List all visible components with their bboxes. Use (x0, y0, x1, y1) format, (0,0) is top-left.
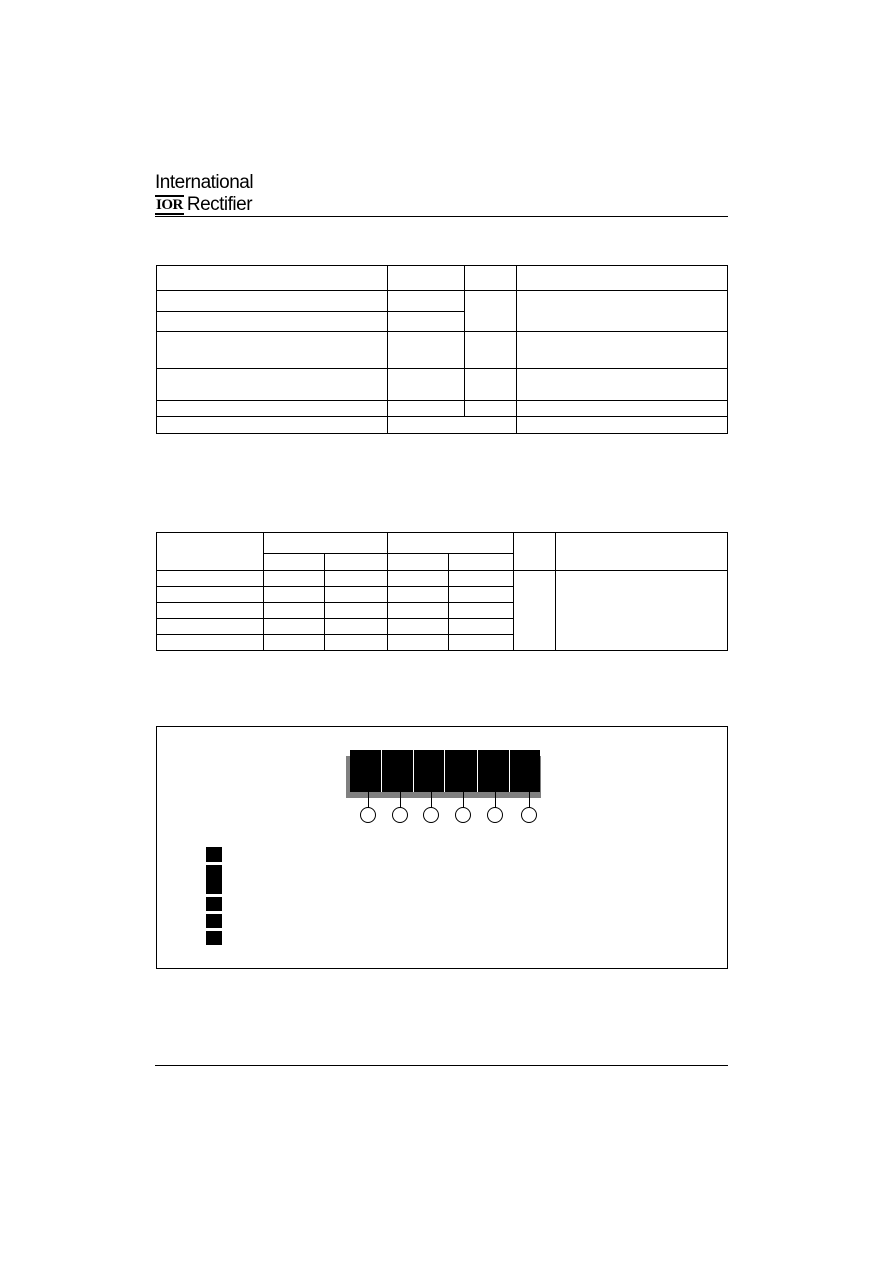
table-cell (325, 619, 388, 635)
callout-connector (368, 792, 369, 808)
header-rule (155, 216, 728, 217)
table-row (157, 369, 728, 401)
part-field-2 (382, 750, 414, 792)
ratings-table (156, 265, 728, 434)
table-cell (449, 587, 514, 603)
table-cell (157, 635, 264, 651)
callout-circle-3 (423, 807, 439, 823)
table-cell (157, 603, 264, 619)
table-row (157, 533, 728, 554)
table-cell (157, 619, 264, 635)
legend-marker-3 (206, 897, 222, 911)
specs-table (156, 532, 728, 651)
legend-marker-1 (206, 847, 222, 862)
logo-international-text: International (155, 172, 254, 193)
table-cell (388, 369, 465, 401)
table-cell (517, 291, 728, 332)
part-field-3 (414, 750, 445, 792)
table-cell (465, 291, 517, 332)
legend-marker-2 (206, 865, 222, 894)
table-cell (388, 417, 517, 434)
table-cell (388, 401, 465, 417)
table-cell (517, 417, 728, 434)
table-cell (157, 266, 388, 291)
table-cell (157, 401, 388, 417)
table-cell (517, 332, 728, 369)
table-cell (264, 533, 388, 554)
part-number-strip (350, 750, 545, 794)
legend-marker-5 (206, 931, 222, 945)
table-cell (157, 417, 388, 434)
table-cell (264, 571, 325, 587)
part-field-6 (510, 750, 540, 792)
table-cell (388, 554, 449, 571)
table-cell (449, 603, 514, 619)
table-cell (465, 401, 517, 417)
table-cell (325, 554, 388, 571)
table-cell (157, 571, 264, 587)
callout-connector (495, 792, 496, 808)
table-cell (449, 554, 514, 571)
table-row (157, 291, 728, 312)
table-cell (157, 312, 388, 332)
table-cell (325, 587, 388, 603)
table-cell (517, 401, 728, 417)
table-row (157, 417, 728, 434)
table-cell (465, 266, 517, 291)
table-cell (514, 571, 556, 651)
table-cell (157, 332, 388, 369)
table-cell (264, 619, 325, 635)
part-field-4 (445, 750, 478, 792)
callout-circle-1 (360, 807, 376, 823)
part-field-1 (350, 750, 382, 792)
ior-logo-icon: IOR (156, 197, 183, 213)
table-cell (325, 571, 388, 587)
table-cell (388, 332, 465, 369)
logo-rectifier-text: Rectifier (186, 194, 253, 215)
table-row (157, 401, 728, 417)
part-field-5 (478, 750, 510, 792)
table-cell (388, 571, 449, 587)
callout-connector (400, 792, 401, 808)
table-cell (388, 291, 465, 312)
table-cell (264, 554, 325, 571)
table-cell (465, 369, 517, 401)
callout-circle-5 (487, 807, 503, 823)
callout-connector (431, 792, 432, 808)
table-cell (556, 533, 728, 571)
table-cell (264, 603, 325, 619)
table-cell (388, 619, 449, 635)
logo-rectifier-row (155, 194, 252, 216)
table-cell (449, 635, 514, 651)
table-cell (388, 587, 449, 603)
part-number-diagram (156, 726, 728, 969)
table-cell (388, 635, 449, 651)
table-cell (556, 571, 728, 651)
table-cell (388, 603, 449, 619)
table-cell (517, 369, 728, 401)
table-cell (157, 369, 388, 401)
table-cell (264, 635, 325, 651)
table-cell (388, 533, 514, 554)
table-cell (465, 332, 517, 369)
legend-marker-4 (206, 914, 222, 928)
table-row (157, 332, 728, 369)
table-cell (157, 291, 388, 312)
table-cell (388, 266, 465, 291)
table-cell (449, 619, 514, 635)
table-cell (157, 587, 264, 603)
company-logo (155, 172, 295, 216)
table-cell (157, 533, 264, 571)
table-cell (388, 312, 465, 332)
callout-connector (463, 792, 464, 808)
table-cell (514, 533, 556, 571)
table-cell (517, 266, 728, 291)
callout-circle-2 (392, 807, 408, 823)
callout-circle-6 (521, 807, 537, 823)
table-row (157, 266, 728, 291)
table-cell (449, 571, 514, 587)
footer-rule (155, 1065, 728, 1066)
table-cell (264, 587, 325, 603)
callout-circle-4 (455, 807, 471, 823)
table-row (157, 571, 728, 587)
callout-connector (529, 792, 530, 808)
table-cell (325, 635, 388, 651)
table-cell (325, 603, 388, 619)
